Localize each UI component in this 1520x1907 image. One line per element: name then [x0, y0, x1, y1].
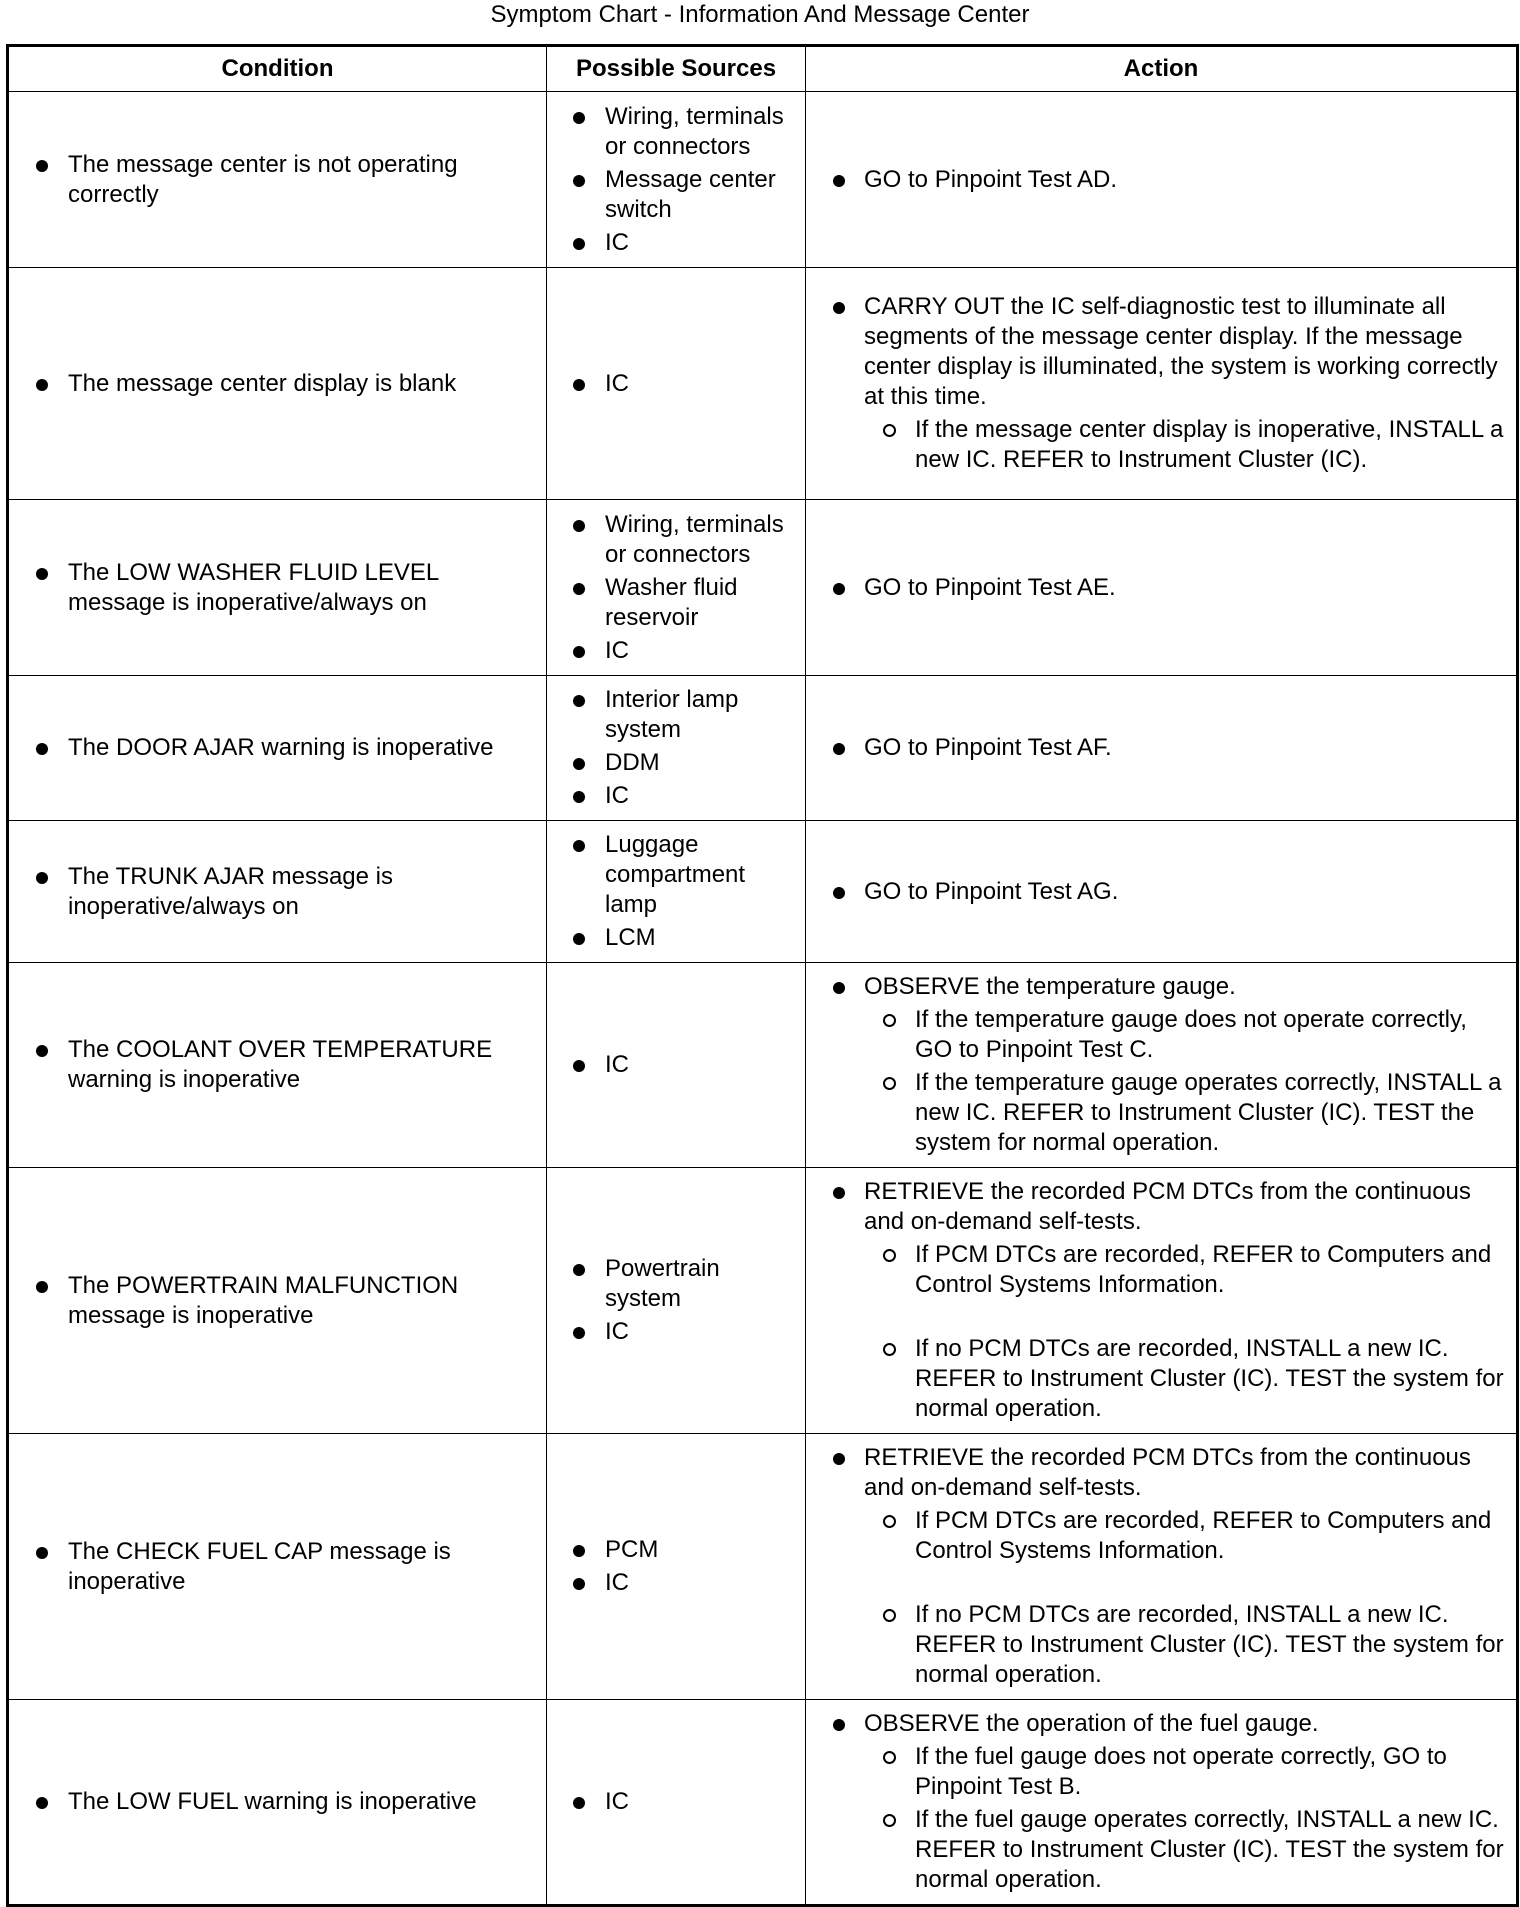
sources-cell [547, 821, 806, 963]
sources-cell [547, 676, 806, 821]
action-cell [806, 1700, 1518, 1906]
condition-text: The TRUNK AJAR message is inoperative/always on [9, 862, 546, 922]
action-cell [806, 1434, 1518, 1700]
condition-cell [8, 500, 547, 676]
sources-cell [547, 963, 806, 1168]
action-cell [806, 500, 1518, 676]
action-cell [806, 963, 1518, 1168]
condition-cell [8, 92, 547, 268]
source-item: IC [547, 228, 805, 258]
action-cell [806, 821, 1518, 963]
action-item [806, 877, 1516, 907]
action-sub-item: If PCM DTCs are recorded, REFER to Computers and Control Systems Information. [864, 1506, 1508, 1566]
condition-cell [8, 676, 547, 821]
source-item: IC [547, 636, 805, 666]
action-main-text: RETRIEVE the recorded PCM DTCs from the continuous and on-demand self-tests. [864, 1178, 1471, 1235]
action-item [806, 573, 1516, 603]
source-item: IC [547, 1787, 805, 1817]
action-item [806, 1177, 1516, 1424]
sources-cell [547, 92, 806, 268]
action-sub-item: If the temperature gauge does not operate correctly, GO to Pinpoint Test C. [864, 1005, 1508, 1065]
action-cell [806, 268, 1518, 500]
source-item: LCM [547, 923, 805, 953]
action-item [806, 292, 1516, 475]
action-item [806, 733, 1516, 763]
source-item: IC [547, 369, 805, 399]
condition-text: The message center display is blank [9, 369, 546, 399]
chart-title: Symptom Chart - Information And Message Center [490, 1, 1030, 28]
table-row [8, 676, 1518, 821]
table-body [8, 92, 1518, 1906]
condition-text: The CHECK FUEL CAP message is inoperative [9, 1537, 546, 1597]
action-header: Action [806, 46, 1518, 92]
sources-header: Possible Sources [547, 46, 806, 92]
action-sub-item: If the fuel gauge operates correctly, INSTALL a new IC. REFER to Instrument Cluster (IC). TEST the system for normal operation. [864, 1805, 1508, 1895]
action-item [806, 972, 1516, 1158]
table-row [8, 1700, 1518, 1906]
action-item [806, 1443, 1516, 1690]
source-item: Powertrain system [547, 1254, 805, 1314]
source-item: DDM [547, 748, 805, 778]
action-main-text: GO to Pinpoint Test AF. [864, 734, 1112, 761]
source-item: Luggage compartment lamp [547, 830, 805, 920]
table-row [8, 268, 1518, 500]
sources-cell [547, 500, 806, 676]
condition-text: The LOW WASHER FLUID LEVEL message is inoperative/always on [9, 558, 546, 618]
action-sub-item: If no PCM DTCs are recorded, INSTALL a new IC. REFER to Instrument Cluster (IC). TEST the system for normal operation. [864, 1600, 1508, 1690]
action-main-text: OBSERVE the temperature gauge. [864, 973, 1236, 1000]
table-row [8, 821, 1518, 963]
action-sub-item: If the temperature gauge operates correctly, INSTALL a new IC. REFER to Instrument Cluster (IC). TEST the system for normal operation. [864, 1068, 1508, 1158]
source-item: Wiring, terminals or connectors [547, 102, 805, 162]
sources-cell [547, 268, 806, 500]
action-sub-item: If the message center display is inoperative, INSTALL a new IC. REFER to Instrument Cluster (IC). [864, 415, 1508, 475]
condition-text: The message center is not operating correctly [9, 150, 546, 210]
action-item [806, 1709, 1516, 1895]
action-main-text: CARRY OUT the IC self-diagnostic test to illuminate all segments of the message center display. If the message center display is illuminated, the system is working correctly at this time. [864, 293, 1498, 410]
condition-cell [8, 821, 547, 963]
symptom-chart-table [6, 44, 1519, 1907]
source-item: IC [547, 1050, 805, 1080]
condition-text: The LOW FUEL warning is inoperative [9, 1787, 546, 1817]
action-main-text: GO to Pinpoint Test AD. [864, 165, 1118, 193]
condition-cell [8, 268, 547, 500]
source-item: IC [547, 781, 805, 811]
source-item: Wiring, terminals or connectors [547, 510, 805, 570]
action-cell [806, 92, 1518, 268]
sources-cell [547, 1700, 806, 1906]
source-item: IC [547, 1317, 805, 1347]
sources-cell [547, 1434, 806, 1700]
condition-cell [8, 1700, 547, 1906]
source-item: IC [547, 1568, 805, 1598]
condition-text: The COOLANT OVER TEMPERATURE warning is inoperative [9, 1035, 546, 1095]
action-cell [806, 1168, 1518, 1434]
source-item: Message center switch [547, 165, 805, 225]
table-row [8, 92, 1518, 268]
header-row [8, 46, 1518, 92]
source-item: Interior lamp system [547, 685, 805, 745]
condition-text: The POWERTRAIN MALFUNCTION message is inoperative [9, 1271, 546, 1331]
action-main-text: RETRIEVE the recorded PCM DTCs from the continuous and on-demand self-tests. [864, 1444, 1471, 1501]
action-main-text: GO to Pinpoint Test AG. [864, 877, 1119, 905]
table-row [8, 963, 1518, 1168]
condition-header: Condition [8, 46, 547, 92]
action-cell [806, 676, 1518, 821]
action-sub-item: If no PCM DTCs are recorded, INSTALL a new IC. REFER to Instrument Cluster (IC). TEST the system for normal operation. [864, 1334, 1508, 1424]
sources-cell [547, 1168, 806, 1434]
table-row [8, 1434, 1518, 1700]
source-item: PCM [547, 1535, 805, 1565]
source-item: Washer fluid reservoir [547, 573, 805, 633]
condition-cell [8, 1168, 547, 1434]
table-row [8, 500, 1518, 676]
action-main-text: OBSERVE the operation of the fuel gauge. [864, 1710, 1319, 1737]
table-row [8, 1168, 1518, 1434]
action-main-text: GO to Pinpoint Test AE. [864, 573, 1116, 601]
condition-text: The DOOR AJAR warning is inoperative [9, 733, 546, 763]
condition-cell [8, 963, 547, 1168]
action-sub-item: If the fuel gauge does not operate correctly, GO to Pinpoint Test B. [864, 1742, 1508, 1802]
action-sub-item: If PCM DTCs are recorded, REFER to Computers and Control Systems Information. [864, 1240, 1508, 1300]
condition-cell [8, 1434, 547, 1700]
action-item [806, 165, 1516, 195]
